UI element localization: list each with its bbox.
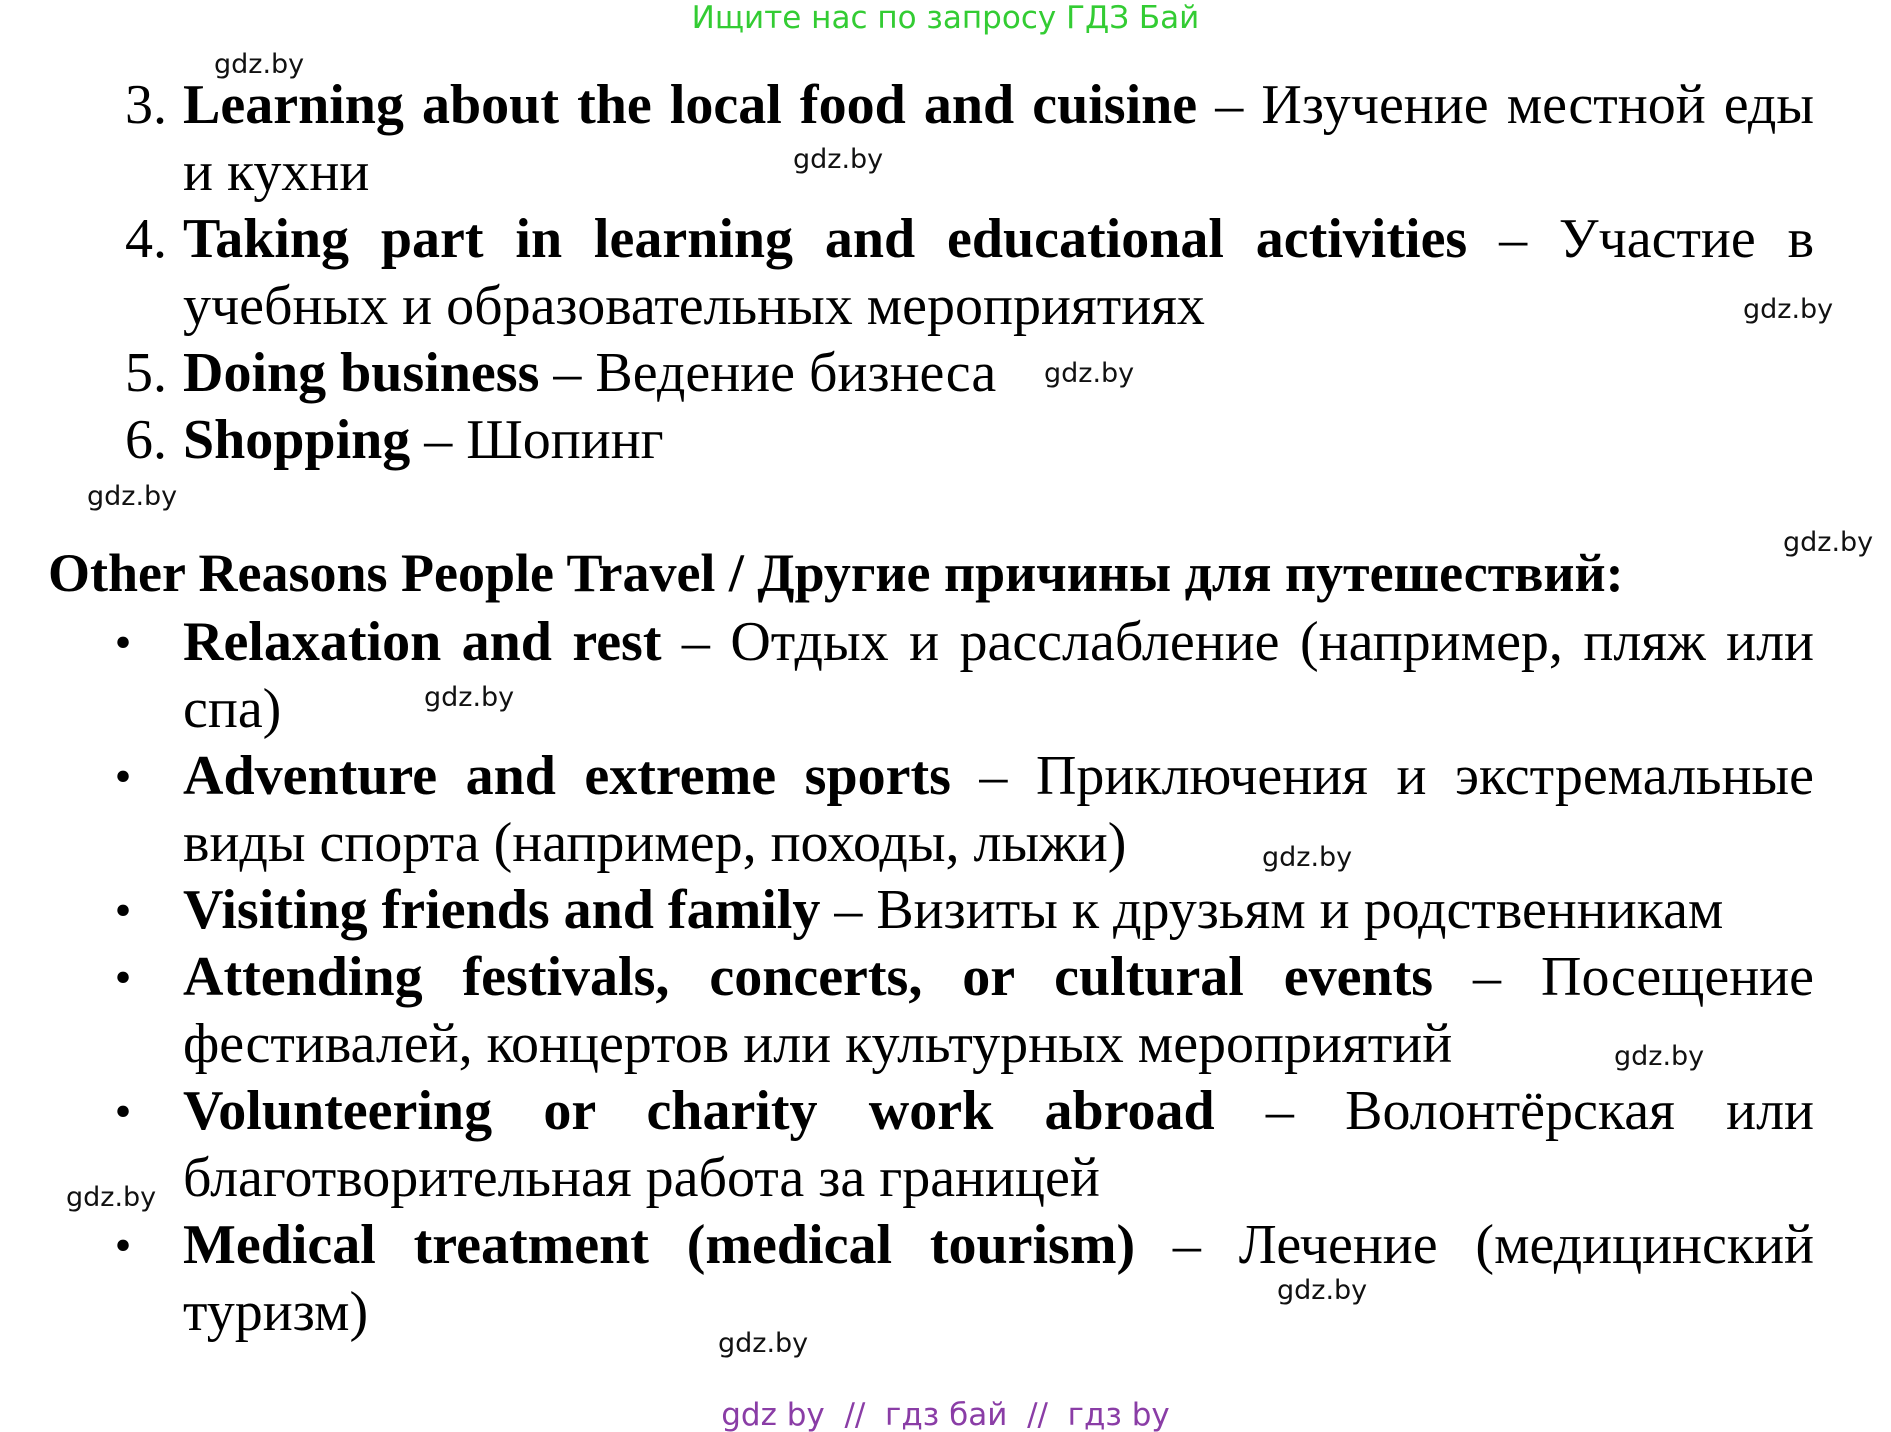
bullet-item-term: Relaxation and rest xyxy=(183,611,662,673)
list-item xyxy=(125,72,1815,206)
list-item-number: 4. xyxy=(125,208,167,270)
list-item-term: Taking part in learning and educational activities xyxy=(183,208,1468,270)
list-item-translation: Шопинг xyxy=(466,409,664,471)
bullet-marker: • xyxy=(114,884,132,937)
list-item xyxy=(125,340,1814,407)
bullet-item-translation: Волонтёрская или благотворительная работа за границей xyxy=(183,1080,1815,1209)
list-item-term: Learning about the local food and cuisine xyxy=(183,74,1198,136)
bullet-item-translation: Отдых и расслабление (например, пляж или спа) xyxy=(183,611,1815,740)
bullet-item-translation: Приключения и экстремальные виды спорта (например, походы, лыжи) xyxy=(183,745,1815,874)
bullet-item-term: Medical treatment (medical tourism) xyxy=(183,1214,1136,1276)
bullet-item-dash: – xyxy=(1433,946,1542,1008)
list-item-dash: – xyxy=(410,409,467,471)
bullet-item xyxy=(114,1212,1815,1346)
list-item xyxy=(125,407,1814,474)
bullet-item-term: Visiting friends and family xyxy=(183,879,821,941)
section-heading: Other Reasons People Travel / Другие причины для путешествий: xyxy=(48,543,1624,603)
list-item-translation: Изучение местной еды и кухни xyxy=(183,74,1815,203)
bullet-item-translation: Лечение (медицинский туризм) xyxy=(183,1214,1815,1343)
list-item-number: 6. xyxy=(125,409,167,471)
list-item-term: Shopping xyxy=(183,409,411,471)
bullet-item xyxy=(114,743,1815,877)
list-item-dash: – xyxy=(539,342,596,404)
bullet-marker: • xyxy=(114,616,132,669)
list-item-dash: – xyxy=(1197,74,1262,136)
bullet-marker: • xyxy=(114,951,132,1004)
bullet-marker: • xyxy=(114,1219,132,1272)
watermark: gdz.by xyxy=(87,481,178,512)
bullet-item-term: Attending festivals, concerts, or cultural events xyxy=(183,946,1434,1008)
watermark: gdz.by xyxy=(1614,1041,1705,1072)
list-item-translation: Ведение бизнеса xyxy=(595,342,997,404)
bullet-item-dash: – xyxy=(1135,1214,1239,1276)
bullet-marker: • xyxy=(114,750,132,803)
watermark: gdz.by xyxy=(1783,527,1874,558)
bullet-item xyxy=(114,944,1815,1078)
bullet-item xyxy=(114,609,1815,743)
bullet-item-translation: Посещение фестивалей, концертов или культурных мероприятий xyxy=(183,946,1815,1075)
bullet-item-term: Adventure and extreme sports xyxy=(183,745,951,807)
bullet-item-dash: – xyxy=(950,745,1036,807)
watermark: gdz.by xyxy=(214,49,305,80)
search-hint-banner: Ищите нас по запросу ГДЗ Бай xyxy=(691,0,1200,36)
list-item-number: 3. xyxy=(125,74,167,136)
bullet-item-dash: – xyxy=(1214,1080,1346,1142)
list-item-dash: – xyxy=(1467,208,1559,270)
list-item xyxy=(125,206,1815,340)
list-item-translation: Участие в учебных и образовательных мероприятиях xyxy=(183,208,1815,337)
list-item-term: Doing business xyxy=(183,342,540,404)
list-item-number: 5. xyxy=(125,342,167,404)
watermark: gdz.by xyxy=(1743,294,1834,325)
watermark: gdz.by xyxy=(1277,1275,1368,1306)
watermark: gdz.by xyxy=(718,1328,809,1359)
bullet-item xyxy=(114,877,1814,944)
watermark: gdz.by xyxy=(793,144,884,175)
watermark: gdz.by xyxy=(1044,358,1135,389)
watermark: gdz.by xyxy=(66,1182,157,1213)
bullet-item-dash: – xyxy=(661,611,731,673)
bullet-item-term: Volunteering or charity work abroad xyxy=(183,1080,1215,1142)
footer-banner: gdz by // гдз бай // гдз by xyxy=(721,1397,1170,1432)
bullet-item-dash: – xyxy=(820,879,877,941)
bullet-item-translation: Визиты к друзьям и родственникам xyxy=(876,879,1724,941)
bullet-item xyxy=(114,1078,1815,1212)
bullet-marker: • xyxy=(114,1085,132,1138)
watermark: gdz.by xyxy=(424,682,515,713)
watermark: gdz.by xyxy=(1262,842,1353,873)
